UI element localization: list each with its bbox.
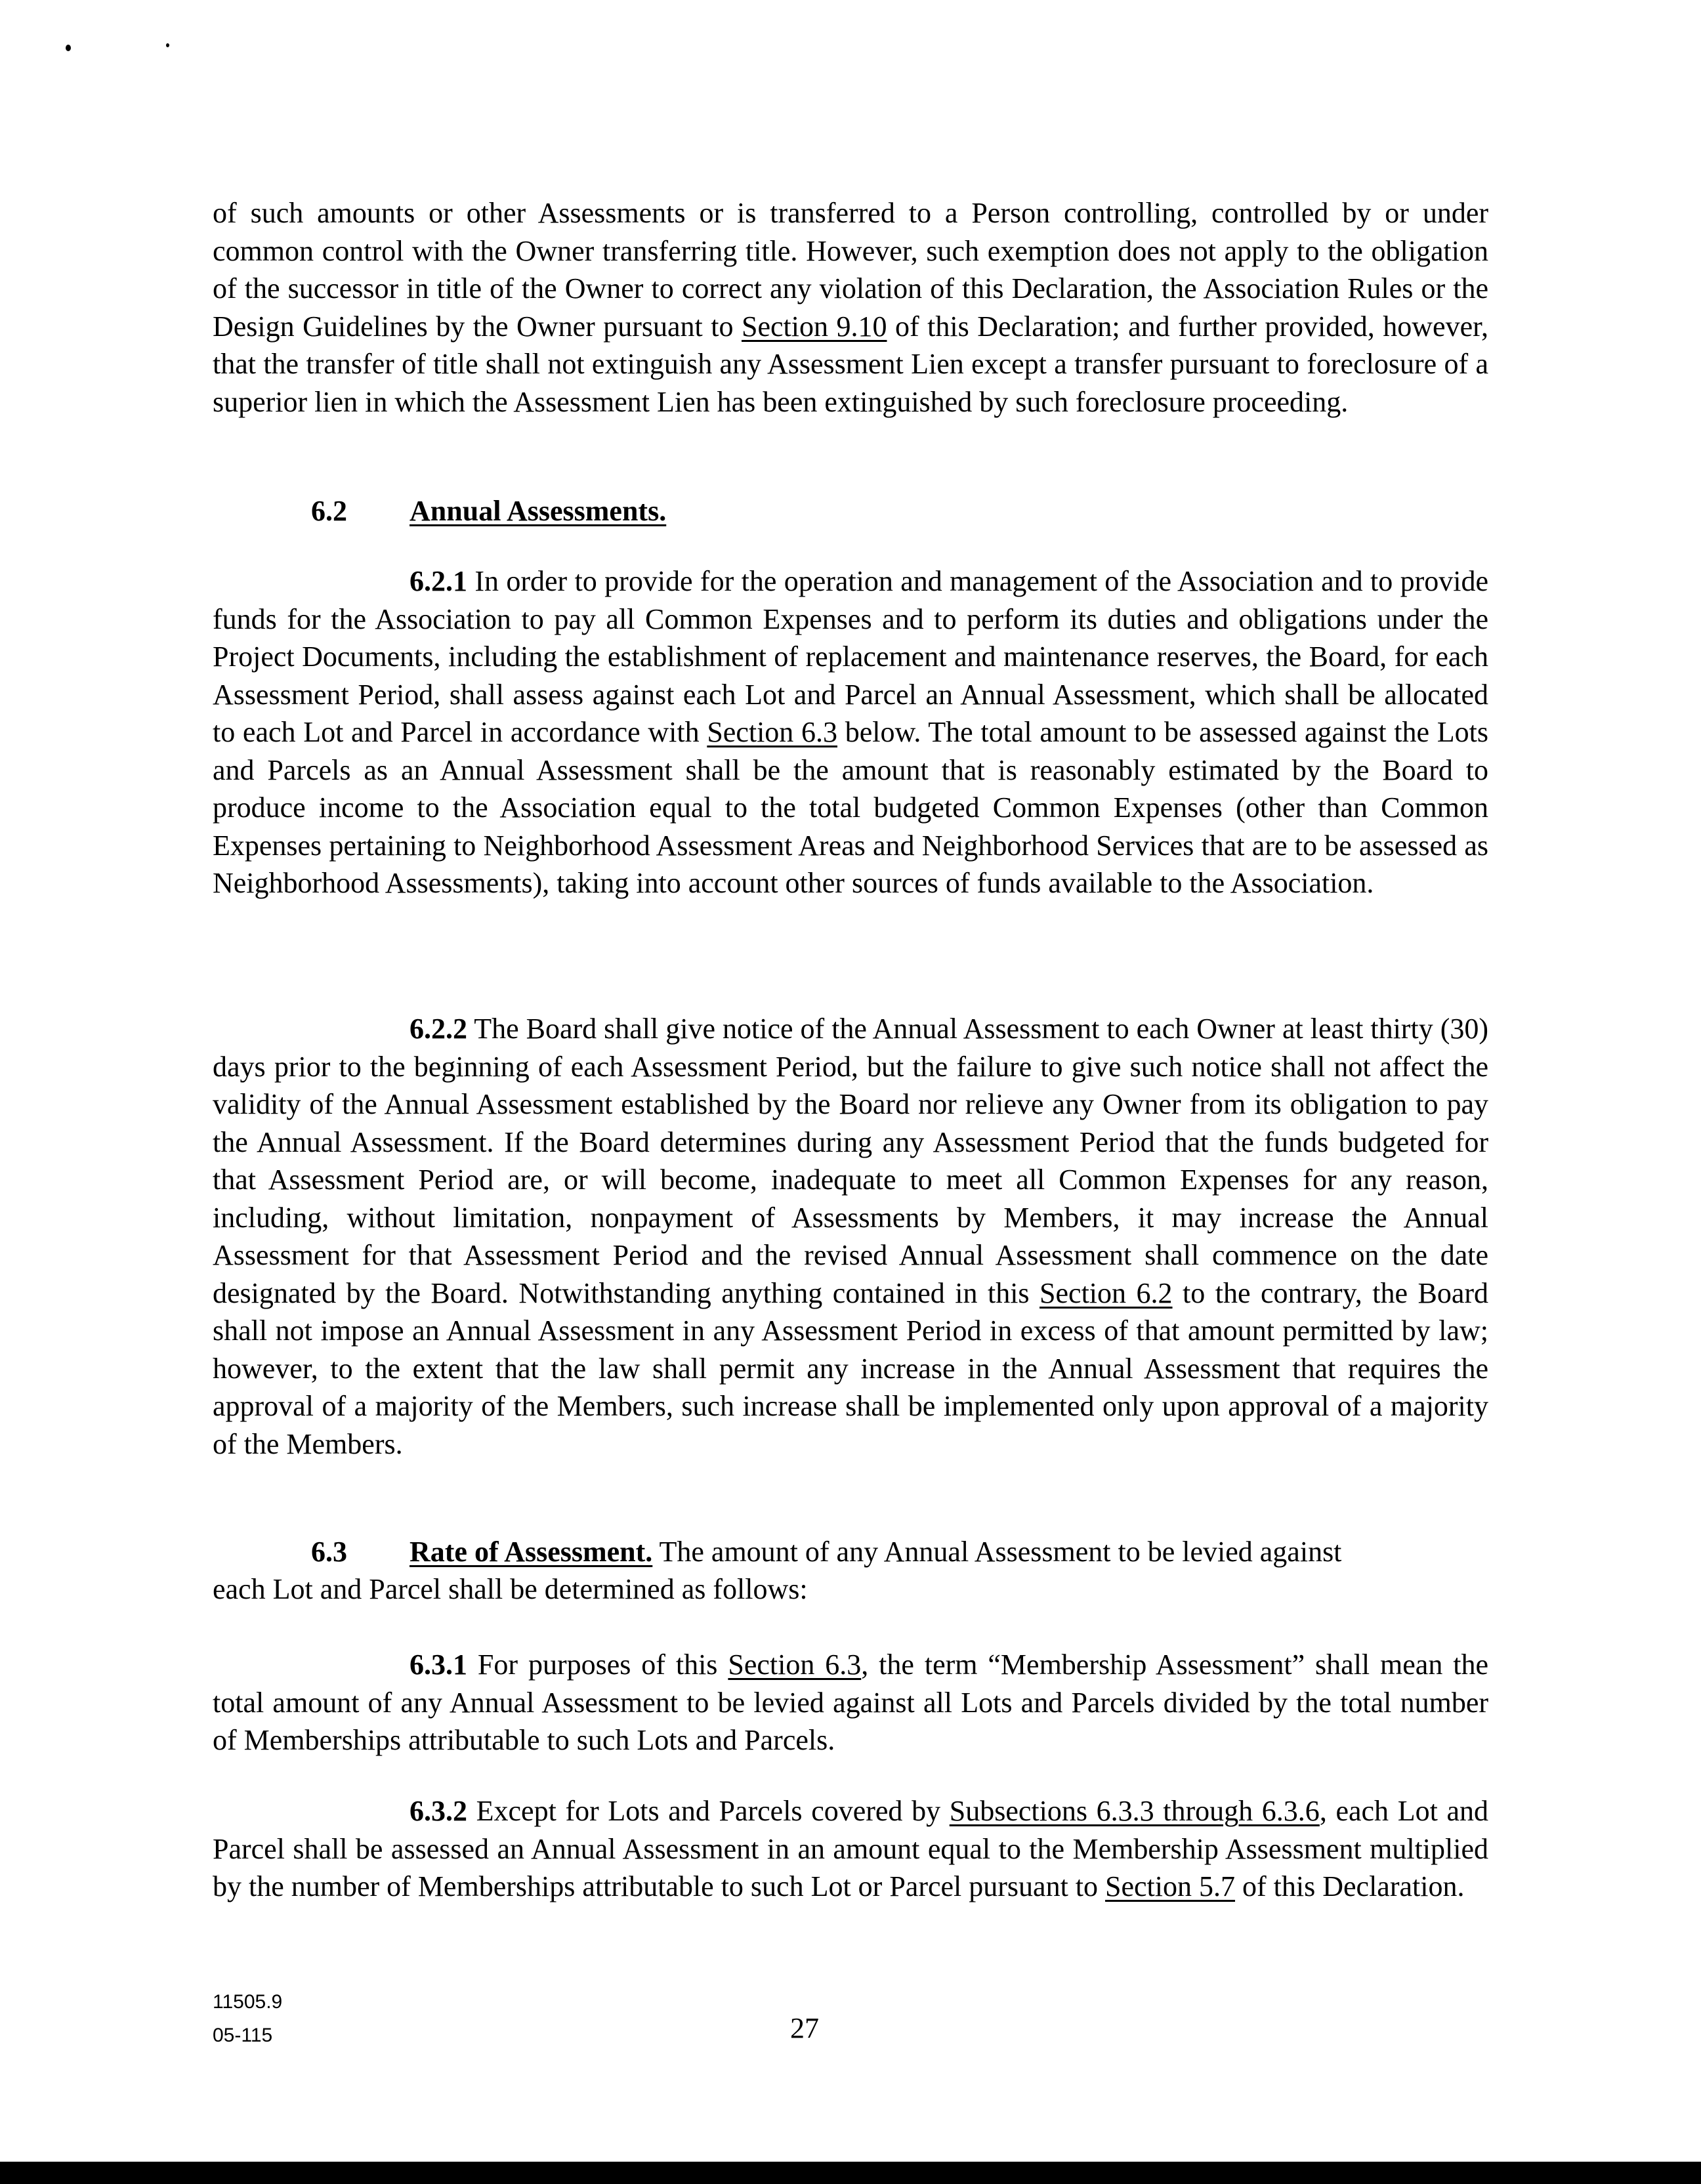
subsection-reference-range: Subsections 6.3.3 through 6.3.6 — [949, 1795, 1320, 1827]
section-title: Annual Assessments. — [410, 495, 667, 527]
subsection-number: 6.3.2 — [410, 1795, 467, 1827]
subsection-number: 6.2.2 — [410, 1013, 467, 1045]
section-6-2-heading — [311, 492, 666, 530]
section-title: Rate of Assessment. — [410, 1536, 653, 1568]
subsection-6-3-2: 6.3.2 Except for Lots and Parcels covered by Subsections 6.3.3 through 6.3.6, each Lot and Parcel shall be assessed an Annual Assessment in an amount equal to the Membership Assessment multiplied by the number of Memberships attributable to such Lot or Parcel pursuant to Section 5.7 of this Declaration. — [213, 1795, 1488, 1902]
subsection-6-3-1: 6.3.1 For purposes of this Section 6.3, the term “Membership Assessment” shall mean the total amount of any Annual Assessment to be levied against all Lots and Parcels divided by the total number of Memberships attributable to such Lots and Parcels. — [213, 1648, 1489, 1756]
section-number: 6.3 — [311, 1536, 347, 1568]
section-reference-6-2: Section 6.2 — [1040, 1276, 1173, 1309]
subsection-6-2-2: 6.2.2 The Board shall give notice of the Annual Assessment to each Owner at least thirty (30) days prior to the beginning of each Assessment Period, but the failure to give such notice shall not affect the validity of the Annual Assessment established by the Board nor relieve any Owner from its obligation to pay the Annual Assessment. If the Board determines during any Assessment Period that the funds budgeted for that Assessment Period are, or will become, inadequate to meet all Common Expenses for any reason, including, without limitation, nonpayment of Assessments by Members, it may increase the Annual Assessment for that Assessment Period and the revised Annual Assessment shall commence on the date designated by the Board. Notwithstanding anything contained in this Section 6.2 to the contrary, the Board shall not impose an Annual Assessment in any Assessment Period in excess of that amount permitted by law; however, to the extent that the law shall permit any increase in the Annual Assessment that requires the approval of a majority of the Members, such increase shall be implemented only upon approval of a majority of the Members. — [213, 1013, 1488, 1460]
section-6-3-intro: each Lot and Parcel shall be determined as follows: — [213, 1573, 808, 1605]
document-reference: 05-115 — [213, 2025, 273, 2046]
section-6-3-heading: 6.3 Rate of Assessment. The amount of any Annual Assessment to be levied against — [311, 1533, 1341, 1571]
scan-speck — [66, 45, 71, 51]
document-code: 11505.9 — [213, 1991, 283, 2013]
scan-speck — [166, 43, 169, 47]
section-reference-9-10: Section 9.10 — [742, 310, 887, 343]
subsection-6-2-1: 6.2.1 In order to provide for the operation and management of the Association and to provide funds for the Association to pay all Common Expenses and to perform its duties and obligations under the Project Documents, including the establishment of replacement and maintenance reserves, the Board, for each Assessment Period, shall assess against each Lot and Parcel an Annual Assessment, which shall be allocated to each Lot and Parcel in accordance with Section 6.3 below. The total amount to be assessed against the Lots and Parcels as an Annual Assessment shall be the amount that is reasonably estimated by the Board to produce income to the Association equal to the total budgeted Common Expenses (other than Common Expenses pertaining to Neighborhood Assessment Areas and Neighborhood Services that are to be assessed as Neighborhood Assessments), taking into account other sources of funds available to the Association. — [213, 565, 1488, 899]
paragraph-continuation: of such amounts or other Assessments or is transferred to a Person controlling, controlled by or under common control with the Owner transferring title. However, such exemption does not apply to the obligation of the successor in title of the Owner to correct any violation of this Declaration, the Association Rules or the Design Guidelines by the Owner pursuant to Section 9.10 of this Declaration; and further provided, however, that the transfer of title shall not extinguish any Assessment Lien except a transfer pursuant to foreclosure of a superior lien in which the Assessment Lien has been extinguished by such foreclosure proceeding. — [213, 197, 1488, 418]
subsection-number: 6.3.1 — [410, 1648, 467, 1681]
subsection-number: 6.2.1 — [410, 565, 467, 597]
section-reference-6-3: Section 6.3 — [728, 1648, 862, 1681]
scan-bottom-border — [0, 2162, 1701, 2184]
section-number: 6.2 — [311, 495, 347, 527]
page-number: 27 — [790, 2012, 819, 2044]
section-reference-6-3: Section 6.3 — [707, 716, 838, 748]
section-reference-5-7: Section 5.7 — [1105, 1870, 1236, 1902]
